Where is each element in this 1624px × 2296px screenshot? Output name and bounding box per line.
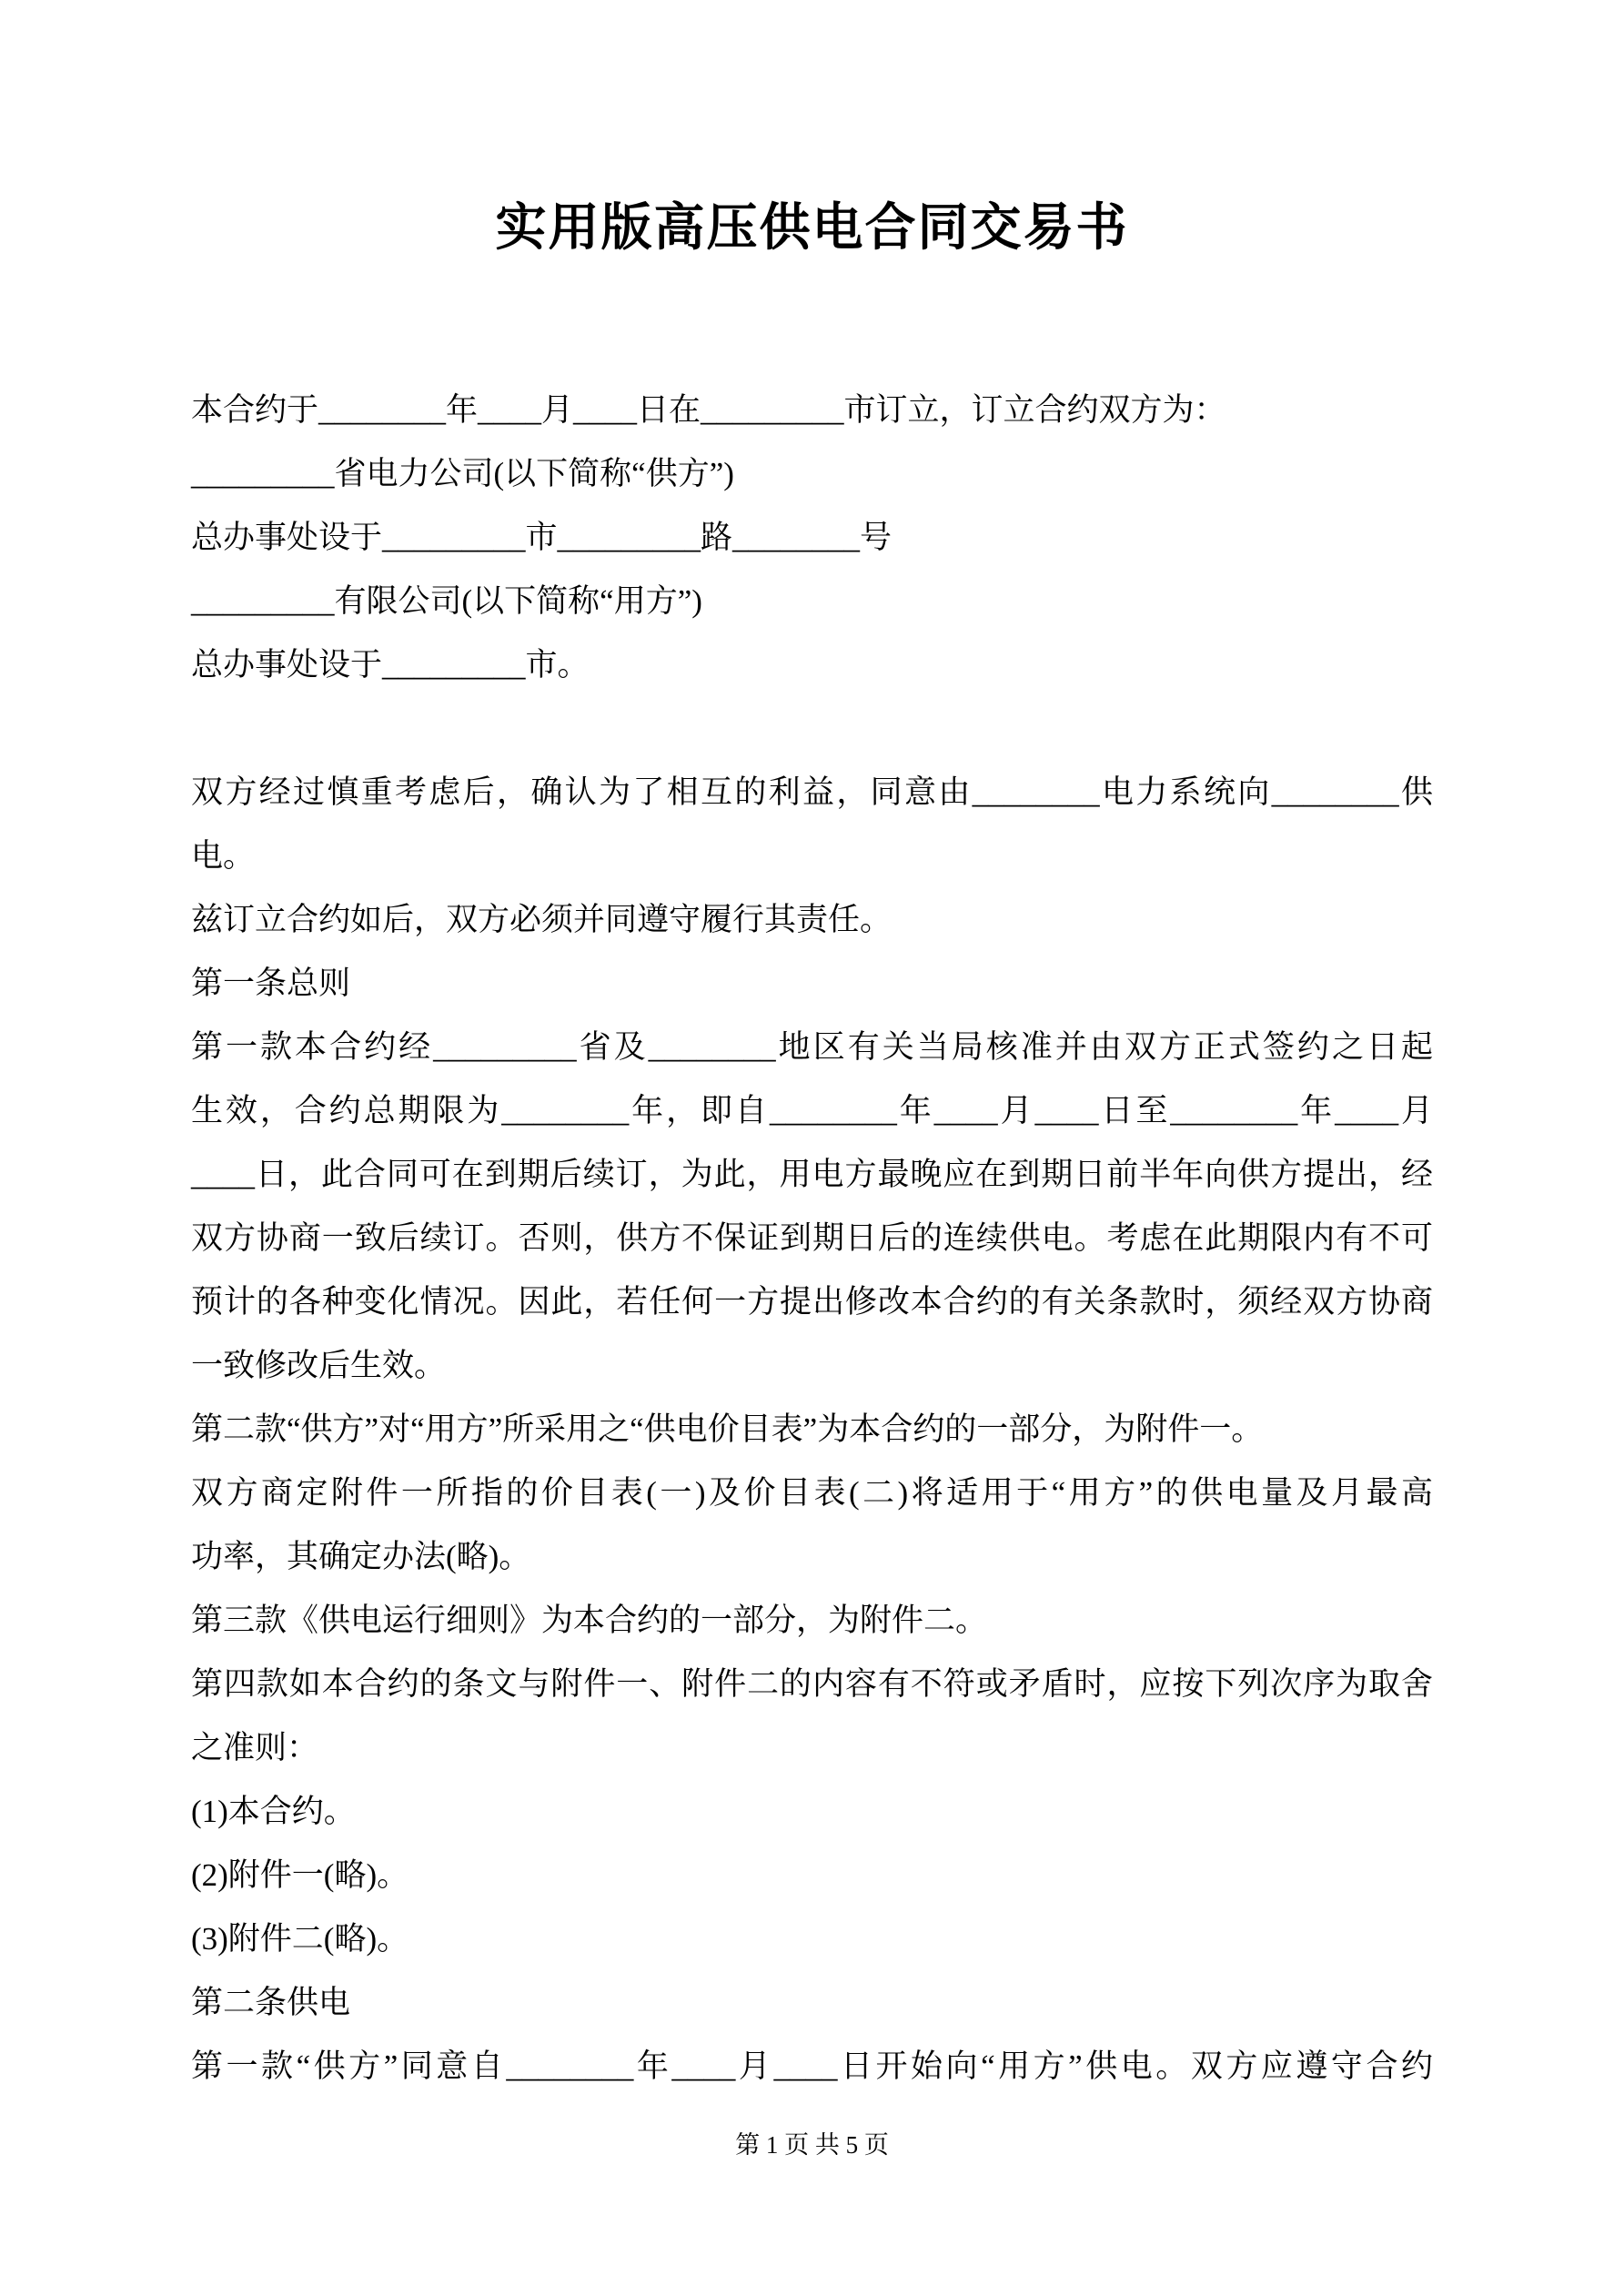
text-line: 之准则： [191,1730,319,1765]
text-line: 总办事处设于_________市。 [191,647,590,683]
text-line: 第一款“供方”同意自________年____月____日开始向“用方”供电。双方应遵守合约 [191,2048,1433,2084]
text-line: 一致修改后生效。 [191,1348,447,1383]
text-line: (1)本合约。 [191,1794,356,1829]
text-line: 本合约于________年____月____日在_________市订立，订立合约双方为： [191,392,1226,428]
text-line: 第二条供电 [191,1985,351,2020]
text-line: 功率，其确定办法(略)。 [191,1539,531,1574]
text-line: 第一款本合约经_________省及________地区有关当局核准并由双方正式签约之日起 [191,1029,1433,1065]
text-line: ____日，此合同可在到期后续订，为此，用电方最晚应在到期日前半年向供方提出，经 [191,1157,1433,1192]
text-line: _________省电力公司(以下简称“供方”) [191,456,734,491]
text-line: 总办事处设于_________市_________路________号 [191,520,893,555]
text-line: 第三款《供电运行细则》为本合约的一部分，为附件二。 [191,1603,988,1638]
text-line: 电。 [191,838,256,874]
text-line: 第四款如本合约的条文与附件一、附件二的内容有不符或矛盾时，应按下列次序为取舍 [191,1666,1433,1702]
text-line: (3)附件二(略)。 [191,1921,409,1957]
document-body [191,379,1433,2162]
text-line: 兹订立合约如后，双方必须并同遵守履行其责任。 [191,902,893,937]
document-title: 实用版高压供电合同交易书 [495,200,1129,257]
text-line: 第一条总则 [191,966,351,1001]
text-line: 双方协商一致后续订。否则，供方不保证到期日后的连续供电。考虑在此期限内有不可 [191,1220,1433,1256]
text-line: 双方商定附件一所指的价目表(一)及价目表(二)将适用于“用方”的供电量及月最高 [191,1475,1433,1511]
text-line: 预计的各种变化情况。因此，若任何一方提出修改本合约的有关条款时，须经双方协商 [191,1284,1433,1320]
text-line: (2)附件一(略)。 [191,1857,409,1893]
text-line: 双方经过慎重考虑后，确认为了相互的利益，同意由________电力系统向________供 [191,774,1433,810]
text-line: 第二款“供方”对“用方”所采用之“供电价目表”为本合约的一部分，为附件一。 [191,1411,1264,1447]
text-line: 生效，合约总期限为________年，即自________年____月____日至________年____月 [191,1093,1433,1128]
text-line: _________有限公司(以下简称“用方”) [191,583,702,619]
page-number: 第 1 页 共 5 页 [735,2131,889,2159]
